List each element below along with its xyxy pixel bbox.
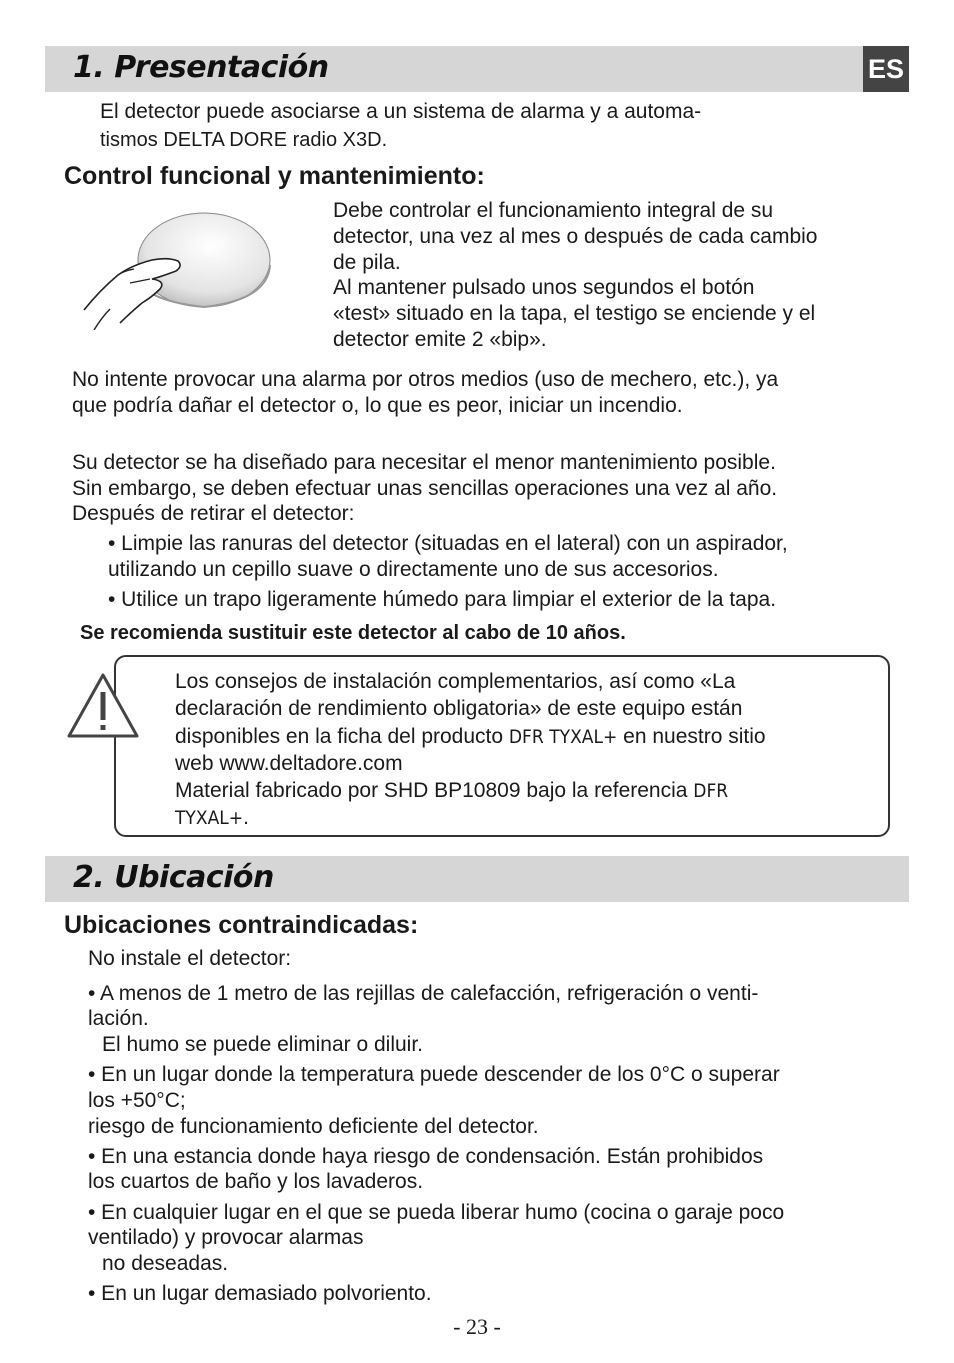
warning-triangle-icon [66,672,140,740]
product-name: DFR [693,780,729,802]
info-line: Los consejos de instalación complementarios, así como «La [175,670,736,693]
control-text-line: Debe controlar el funcionamiento integral de su [333,199,774,222]
info-line: web www.deltadore.com [175,752,403,775]
location-intro: No instale el detector: [88,947,292,970]
maintenance-text-line: Su detector se ha diseñado para necesitar el menor mantenimiento posible. [72,451,776,474]
control-text-line: de pila. [333,251,401,274]
intro-line: El detector puede asociarse a un sistema de alarma y a automa- [100,100,702,123]
section-header-ubicacion [45,856,909,902]
maintenance-text-line: Después de retirar el detector: [72,502,355,525]
location-item: El humo se puede eliminar o diluir. [102,1033,424,1056]
info-line: Material fabricado por SHD BP10809 bajo la referencia DFR [175,779,729,802]
page-number: - 23 - [453,1314,501,1339]
location-item: los cuartos de baño y los lavaderos. [88,1170,424,1193]
info-line: TYXAL+. [175,806,249,829]
info-line: disponibles en la ficha del producto DFR TYXAL+ en nuestro sitio [175,725,766,748]
maintenance-text-line: Sin embargo, se deben efectuar unas sencillas operaciones una vez al año. [72,477,778,500]
control-text-line: «test» situado en la tapa, el testigo se enciende y el [333,302,816,325]
product-name: TYXAL+ [175,807,244,829]
section-title: 1. Presentación [73,50,329,85]
location-item: • A menos de 1 metro de las rejillas de calefacción, refrigeración o venti- [88,982,759,1005]
maintenance-bullet: • Utilice un trapo ligeramente húmedo para limpiar el exterior de la tapa. [108,588,777,611]
location-heading: Ubicaciones contraindicadas: [64,911,419,939]
control-text-line: detector emite 2 «bip». [333,328,547,351]
location-item: ventilado) y provocar alarmas [88,1226,364,1249]
location-item: no deseadas. [102,1252,229,1275]
product-name: DFR TYXAL+ [508,726,618,748]
intro-line: tismos DELTA DORE radio X3D. [100,129,388,151]
replacement-note: Se recomienda sustituir este detector al cabo de 10 años. [80,622,626,644]
section-title: 2. Ubicación [73,860,274,895]
location-item: • En una estancia donde haya riesgo de condensación. Están prohibidos [88,1145,764,1168]
control-text-line: Al mantener pulsado unos segundos el botón [333,276,755,299]
location-item: lación. [88,1007,149,1030]
location-item: riesgo de funcionamiento deficiente del detector. [88,1115,539,1138]
control-text-line: detector, una vez al mes o después de cada cambio [333,225,818,248]
maintenance-bullet: utilizando un cepillo suave o directamente uno de sus accesorios. [108,558,719,581]
section-header-presentacion [45,46,909,92]
control-heading: Control funcional y mantenimiento: [64,162,485,190]
detector-test-illustration [80,205,280,330]
location-item: • En un lugar demasiado polvoriento. [88,1282,432,1305]
location-item: los +50°C; [88,1089,186,1112]
warning-text-line: que podría dañar el detector o, lo que es peor, iniciar un incendio. [72,394,683,417]
info-line: declaración de rendimiento obligatoria» de este equipo están [175,697,743,720]
location-item: • En cualquier lugar en el que se pueda liberar humo (cocina o garaje poco [88,1201,785,1224]
location-item: • En un lugar donde la temperatura puede descender de los 0°C o superar [88,1063,780,1086]
maintenance-bullet: • Limpie las ranuras del detector (situadas en el lateral) con un aspirador, [108,532,788,555]
language-badge: ES [863,46,909,92]
warning-text-line: No intente provocar una alarma por otros medios (uso de mechero, etc.), ya [72,368,779,391]
